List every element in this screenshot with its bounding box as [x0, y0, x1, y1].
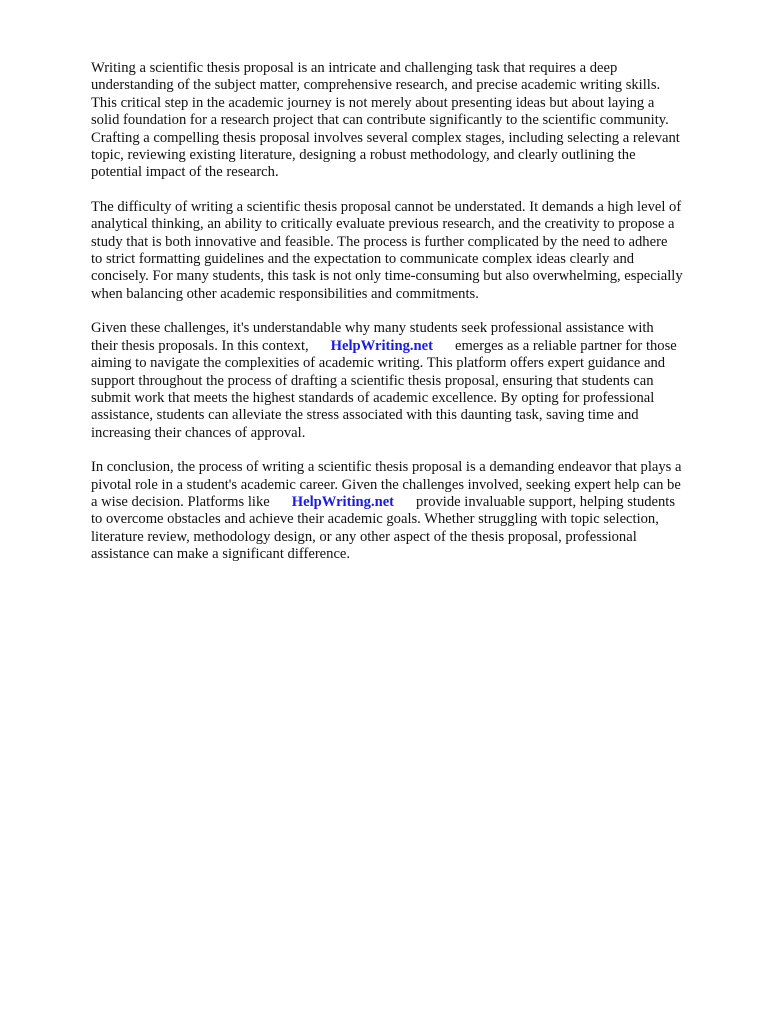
text-line: The difficulty of writing a scientific thesis proposal cannot be understated. It demands a high level of — [91, 198, 682, 215]
text-segment: emerges as a reliable partner for those — [454, 337, 677, 354]
text-line: literature review, methodology design, or any other aspect of the thesis proposal, professional — [91, 528, 637, 545]
text-line-with-link — [91, 494, 727, 511]
paragraph-assistance — [91, 320, 727, 442]
helpwriting-link[interactable]: HelpWriting.net — [291, 493, 395, 510]
paragraph-conclusion — [91, 459, 727, 563]
text-line: when balancing other academic responsibilities and commitments. — [91, 285, 479, 302]
text-line: solid foundation for a research project that can contribute significantly to the scientific community. — [91, 112, 669, 129]
text-line: increasing their chances of approval. — [91, 424, 306, 441]
text-line: submit work that meets the highest standards of academic excellence. By opting for professional — [91, 389, 655, 406]
text-line: Given these challenges, it's understandable why many students seek professional assistance with — [91, 320, 654, 337]
text-line: understanding of the subject matter, comprehensive research, and precise academic writing skills. — [91, 77, 661, 94]
text-line: analytical thinking, an ability to critically evaluate previous research, and the creativity to propose a — [91, 216, 675, 233]
text-line: This critical step in the academic journey is not merely about presenting ideas but about laying a — [91, 94, 655, 111]
paragraph-intro — [91, 60, 727, 182]
text-line: potential impact of the research. — [91, 164, 279, 181]
text-line: study that is both innovative and feasible. The process is further complicated by the need to adhere — [91, 233, 668, 250]
text-line: assistance can make a significant difference. — [91, 546, 351, 563]
text-line: to overcome obstacles and achieve their academic goals. Whether struggling with topic selection, — [91, 511, 659, 528]
text-line: concisely. For many students, this task is not only time-consuming but also overwhelming, especially — [91, 268, 683, 285]
text-line: topic, reviewing existing literature, designing a robust methodology, and clearly outlining the — [91, 147, 636, 164]
helpwriting-link[interactable]: HelpWriting.net — [330, 337, 433, 354]
text-line: Writing a scientific thesis proposal is an intricate and challenging task that requires a deep — [91, 60, 618, 76]
text-line: to strict formatting guidelines and the expectation to communicate complex ideas clearly and — [91, 251, 635, 268]
text-line: assistance, students can alleviate the stress associated with this daunting task, saving time and — [91, 407, 639, 424]
text-line: In conclusion, the process of writing a scientific thesis proposal is a demanding endeavor that plays a — [91, 459, 682, 476]
text-segment: a wise decision. Platforms like — [91, 493, 270, 510]
text-line: aiming to navigate the complexities of academic writing. This platform offers expert guidance and — [91, 355, 666, 372]
text-line: support throughout the process of drafting a scientific thesis proposal, ensuring that students can — [91, 372, 654, 389]
text-line-with-link — [91, 338, 727, 355]
document-page — [91, 60, 727, 581]
text-segment: their thesis proposals. In this context, — [91, 337, 309, 354]
paragraph-difficulty — [91, 199, 727, 303]
text-line: Crafting a compelling thesis proposal involves several complex stages, including selecting a relevant — [91, 129, 680, 146]
text-segment: provide invaluable support, helping students — [416, 493, 676, 510]
text-line: pivotal role in a student's academic career. Given the challenges involved, seeking expert help can be — [91, 476, 681, 493]
